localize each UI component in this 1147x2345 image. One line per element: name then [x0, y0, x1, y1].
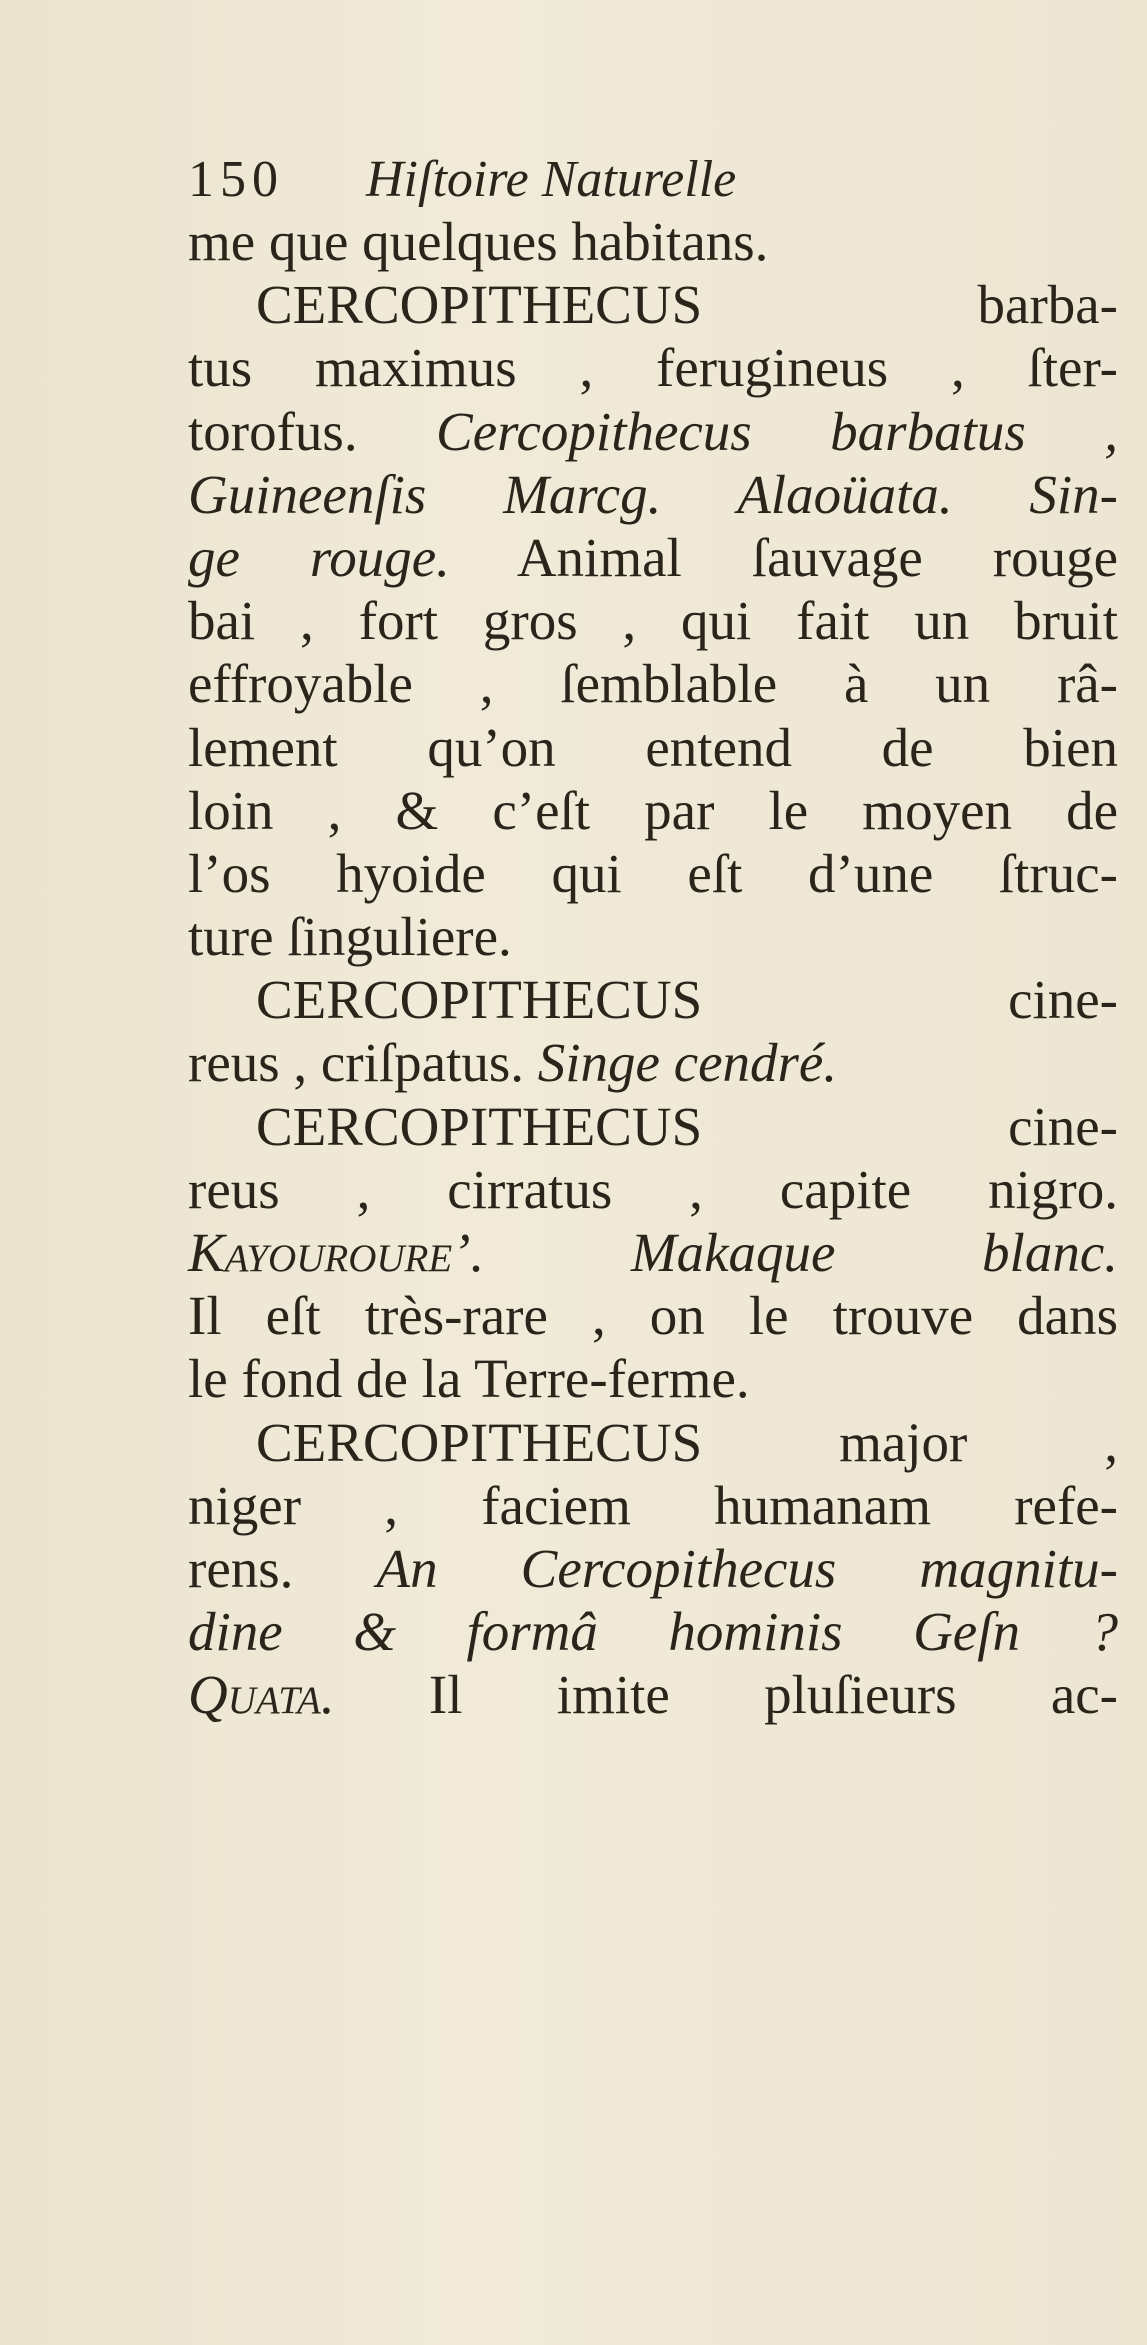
text-segment: niger , faciem humanam refe- — [188, 1474, 1118, 1536]
text-segment: effroyable , ſemblable à un râ- — [188, 653, 1118, 715]
text-segment: Il eſt très-rare , on le trouve dans — [188, 1285, 1118, 1347]
text-line — [188, 1095, 1118, 1158]
text-line — [188, 716, 1118, 779]
page-header — [188, 140, 968, 220]
italic-segment: Guineenſis Marcg. Alaoüata. Sin- — [188, 463, 1118, 525]
text-line — [188, 1031, 1118, 1094]
italic-segment: dine & formâ hominis Geſn ? — [188, 1601, 1118, 1663]
text-segment: me que quelques habitans. — [188, 211, 769, 272]
text-segment: loin , & c’eſt par le moyen de — [188, 779, 1118, 841]
text-line — [188, 526, 1118, 589]
text-line — [188, 1600, 1118, 1663]
text-line — [188, 1663, 1118, 1726]
text-line — [188, 779, 1118, 842]
text-line — [188, 1347, 1118, 1410]
text-segment: ture ſinguliere. — [188, 906, 512, 968]
small-caps-segment: Kayouroure’. — [188, 1222, 631, 1283]
text-segment: l’os hyoide qui eſt d’une ſtruc- — [188, 842, 1118, 904]
text-segment: reus , cirratus , capite nigro. — [188, 1158, 1118, 1220]
text-segment: lement qu’on entend de bien — [188, 716, 1118, 778]
text-line — [188, 400, 1118, 463]
text-segment: rens. — [188, 1537, 377, 1599]
body-text — [188, 210, 1118, 1727]
text-line — [188, 652, 1118, 715]
page-number: 150 — [188, 151, 284, 208]
text-line — [188, 968, 1118, 1031]
text-segment: CERCOPITHECUS cine- — [256, 1095, 1118, 1157]
text-line — [188, 336, 1118, 399]
text-segment: Animal ſauvage rouge — [449, 526, 1118, 588]
text-line — [188, 1411, 1118, 1474]
text-line — [188, 1158, 1118, 1221]
text-line — [188, 1537, 1118, 1600]
text-segment: le fond de la Terre-ferme. — [188, 1348, 750, 1410]
text-segment: torofus. — [188, 400, 437, 462]
text-line — [188, 273, 1118, 336]
text-segment: Il imite pluſieurs ac- — [334, 1664, 1118, 1726]
running-title: Hiſtoire Naturelle — [366, 151, 737, 208]
italic-segment: ge rouge. — [188, 526, 450, 588]
text-line — [188, 463, 1118, 526]
text-line — [188, 905, 1118, 968]
text-line — [188, 589, 1118, 652]
text-segment: CERCOPITHECUS barba- — [256, 274, 1118, 336]
text-segment: reus , criſpatus. — [188, 1032, 538, 1094]
text-segment: tus maximus , ferugineus , ſter- — [188, 337, 1118, 399]
text-line — [188, 210, 1118, 273]
text-line — [188, 842, 1118, 905]
italic-segment: Makaque blanc. — [630, 1222, 1118, 1283]
text-line — [188, 1474, 1118, 1537]
text-segment: bai , fort gros , qui fait un bruit — [188, 590, 1118, 652]
text-segment: CERCOPITHECUS cine- — [256, 969, 1118, 1031]
text-line — [188, 1221, 1118, 1284]
text-line — [188, 1284, 1118, 1347]
italic-segment: Singe cendré. — [537, 1032, 838, 1094]
italic-segment: Cercopithecus barbatus , — [436, 400, 1118, 462]
text-segment: CERCOPITHECUS major , — [256, 1411, 1118, 1473]
small-caps-segment: Quata. — [188, 1664, 335, 1726]
italic-segment: An Cercopithecus magnitu- — [376, 1537, 1118, 1599]
